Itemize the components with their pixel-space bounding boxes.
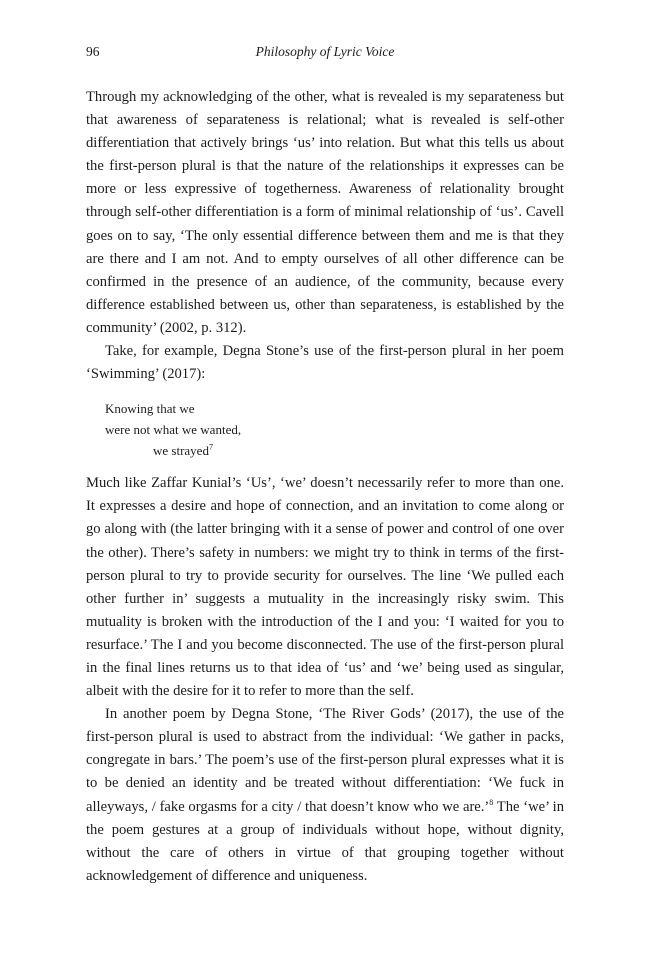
paragraph-2: Take, for example, Degna Stone’s use of the first-person plural in her poem ‘Swimming’ (2017): — [86, 343, 564, 383]
page-header — [86, 44, 564, 64]
paragraph-4-text-a: In another poem by Degna Stone, ‘The River Gods’ (2017), the use of the first-person plural is used to abstract from the individual: ‘We gather in packs, congregate in bars.’ The poem’s use of the first-person plural expresses what it is to be denied an identity and be treated without differentiation: ‘We fuck in alleyways, / fake orgasms for a city / that doesn’t know who we are.’ — [86, 706, 564, 815]
paragraph-4-text-b: The ‘we’ in the poem gestures at a group of individuals without hope, without dignity, without the care of others in virtue of that grouping together without acknowledgement of difference and uniqueness. — [86, 798, 564, 884]
paragraph-3: Much like Zaffar Kunial’s ‘Us’, ‘we’ doesn’t necessarily refer to more than one. It expresses a desire and hope of connection, and an invitation to come along or go along with (the latter bringing with it a sense of power and control of one over the other). There’s safety in numbers: we might try to think in terms of the first-person plural to try to provide security for ourselves. The line ‘We pulled each other further in’ suggests a mutuality in the increasingly risky swim. This mutuality is broken with the introduction of the I and you: ‘I waited for you to resurface.’ The I and you become disconnected. The use of the first-person plural in the final lines returns us to that idea of ‘us’ and ‘we’ being used as singular, albeit with the desire for it to refer to more than the self. — [86, 475, 564, 700]
paragraph-1: Through my acknowledging of the other, what is revealed is my separateness but that awareness of separateness is relational; what is revealed is self-other differentiation that actively brings ‘us’ into relation. But what this tells us about the first-person plural is that the nature of the relationships it expresses can be more or less expressive of togetherness. Awareness of relationality brought through self-other differentiation is a form of minimal relationship of ‘us’. Cavell goes on to say, ‘The only essential difference between them and me is that they are there and I am not. And to empty ourselves of all other difference can be confirmed in the presence of an audience, of the community, because every difference established between us, other than separateness, is established by the community’ (2002, p. 312). — [86, 89, 564, 336]
page-number: 96 — [86, 44, 100, 59]
poem-line-2: were not what we wanted, — [105, 422, 242, 438]
footnote-ref-7: 7 — [208, 442, 213, 452]
poem-line-3-text: we strayed — [153, 443, 209, 459]
paragraph-4 — [86, 703, 564, 888]
poem-excerpt — [105, 398, 564, 461]
body-text — [86, 86, 564, 888]
footnote-ref-8: 8 — [489, 797, 494, 807]
poem-line-1: Knowing that we — [105, 401, 195, 417]
running-title: Philosophy of Lyric Voice — [255, 44, 395, 59]
poem-line-3 — [105, 440, 564, 461]
